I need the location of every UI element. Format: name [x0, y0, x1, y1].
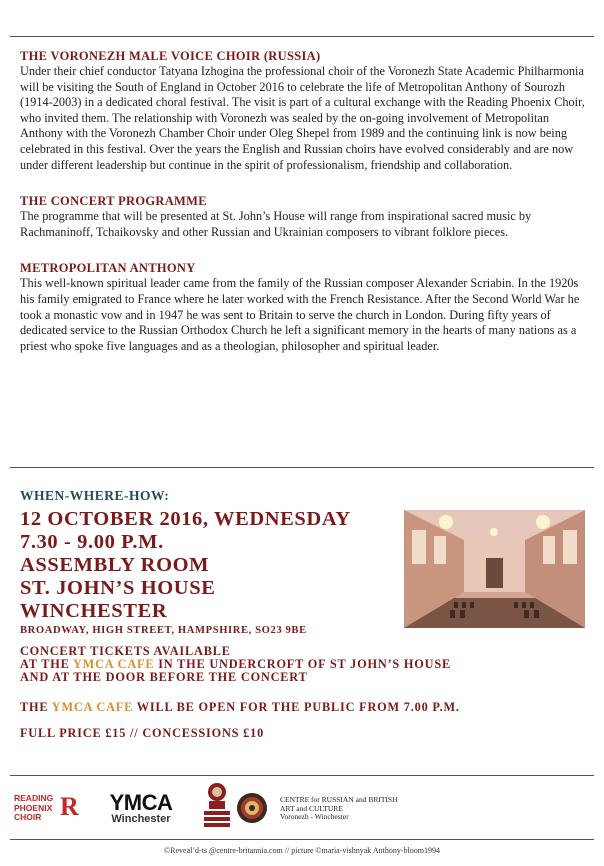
rpc-line-1: READING [14, 793, 54, 803]
section-metropolitan [20, 260, 586, 354]
sponsor-logos [10, 780, 594, 835]
section-heading: METROPOLITAN ANTHONY [20, 261, 196, 276]
section-choir [20, 48, 586, 173]
event-room: ASSEMBLY ROOM [20, 554, 210, 576]
ymca-cafe-highlight: YMCA CAFE [51, 700, 134, 714]
ymca-winchester-logo [96, 792, 186, 825]
event-time: 7.30 - 9.00 P.M. [20, 531, 164, 553]
middle-divider [10, 467, 594, 468]
tickets-line-1: CONCERT TICKETS AVAILABLE [20, 644, 231, 658]
centre-line-3: Voronezh - Winchester [280, 812, 349, 821]
event-city: WINCHESTER [20, 600, 168, 622]
tickets-info [20, 645, 580, 684]
tickets-line-2-prefix: AT THE [20, 657, 73, 671]
event-address: BROADWAY, HIGH STREET, HAMPSHIRE, SO23 9BE [20, 625, 307, 636]
section-programme [20, 193, 586, 240]
rpc-line-2: PHOENIX [14, 802, 53, 813]
section-heading: THE VORONEZH MALE VOICE CHOIR (RUSSIA) [20, 49, 321, 63]
section-heading: THE CONCERT PROGRAMME [20, 194, 207, 209]
centre-line-1: CENTRE for RUSSIAN and BRITISH [280, 795, 398, 804]
top-divider [10, 36, 594, 37]
event-details [20, 508, 400, 636]
ymca-cafe-highlight: YMCA CAFE [73, 657, 155, 671]
footer-credits: ©Reveal’d-ts @centre-britannia.com // picture ©maria-vishnyak Anthony-bloom1994 [164, 846, 440, 855]
section-body: The programme that will be presented at St. John’s House will range from inspirational sacred music by Rachmaninoff, Tchaikovsky and other Russian and Ukrainian composers to vibrant folklore pieces. [20, 209, 532, 239]
logos-divider [10, 775, 594, 776]
section-body: This well-known spiritual leader came from the family of the Russian composer Alexander Scriabin. In the 1920s his family emigrated to France where he later worked with the French Resistance. After the Second World War he took a monastic vow and in 1947 he was sent to Britain to serve the church in London. During fifty years of dedicated service to the Russian Orthodox Church he left a significant memory in the hearts of many nations as a priest who spoke five languages and as a theologian, philosopher and spiritual leader. [20, 276, 580, 353]
cafe-opening-note [20, 700, 460, 715]
rpc-line-3: CHOIR [14, 812, 42, 822]
tickets-line-2-suffix: IN THE UNDERCROFT OF ST JOHN’S HOUSE [154, 657, 451, 671]
cafe-prefix: THE [20, 700, 52, 714]
centre-line-2: ART and CULTURE [280, 803, 343, 813]
section-body: Under their chief conductor Tatyana Izhogina the professional choir of the Voronezh State Academic Philharmonia will be visiting the South of England in October 2016 to celebrate the life of Metropolitan Anthony of Sourozh (1914-2003) in a dedicated choral festival. The visit is part of a cultural exchange with the Reading Phoenix Choir, who invited them. The relationship with Voronezh was sealed by the on-going involvement of Metropolitan Anthony with the Voronezh Chamber Choir under Oleg Shepel from 1989 and the continuing link is now being celebrated in this festival. Over the years the English and Russian choirs have evolved considerably and are now under different leadership but continue in the spirit of professionalism, friendship and collaboration. [20, 64, 585, 172]
ymca-wordmark: YMCA [109, 790, 173, 815]
centre-russian-british-logo [280, 796, 398, 822]
centre-ornament-icon [236, 792, 268, 824]
tickets-line-3: AND AT THE DOOR BEFORE THE CONCERT [20, 670, 308, 684]
reading-phoenix-choir-logo [14, 794, 53, 823]
cafe-suffix: WILL BE OPEN FOR THE PUBLIC FROM 7.00 P.M. [133, 700, 460, 714]
when-where-how-heading: WHEN-WHERE-HOW: [20, 488, 170, 503]
assembly-room-photo [404, 510, 585, 628]
footer-divider [10, 839, 594, 840]
event-date: 12 OCTOBER 2016, WEDNESDAY [20, 508, 351, 530]
phoenix-r-mark: R [60, 792, 79, 821]
ticket-prices: FULL PRICE £15 // CONCESSIONS £10 [20, 726, 265, 740]
event-venue: ST. JOHN’S HOUSE [20, 577, 216, 599]
ymca-location: Winchester [111, 813, 171, 825]
article-sections [20, 48, 586, 374]
diving-society-logo [200, 780, 234, 830]
